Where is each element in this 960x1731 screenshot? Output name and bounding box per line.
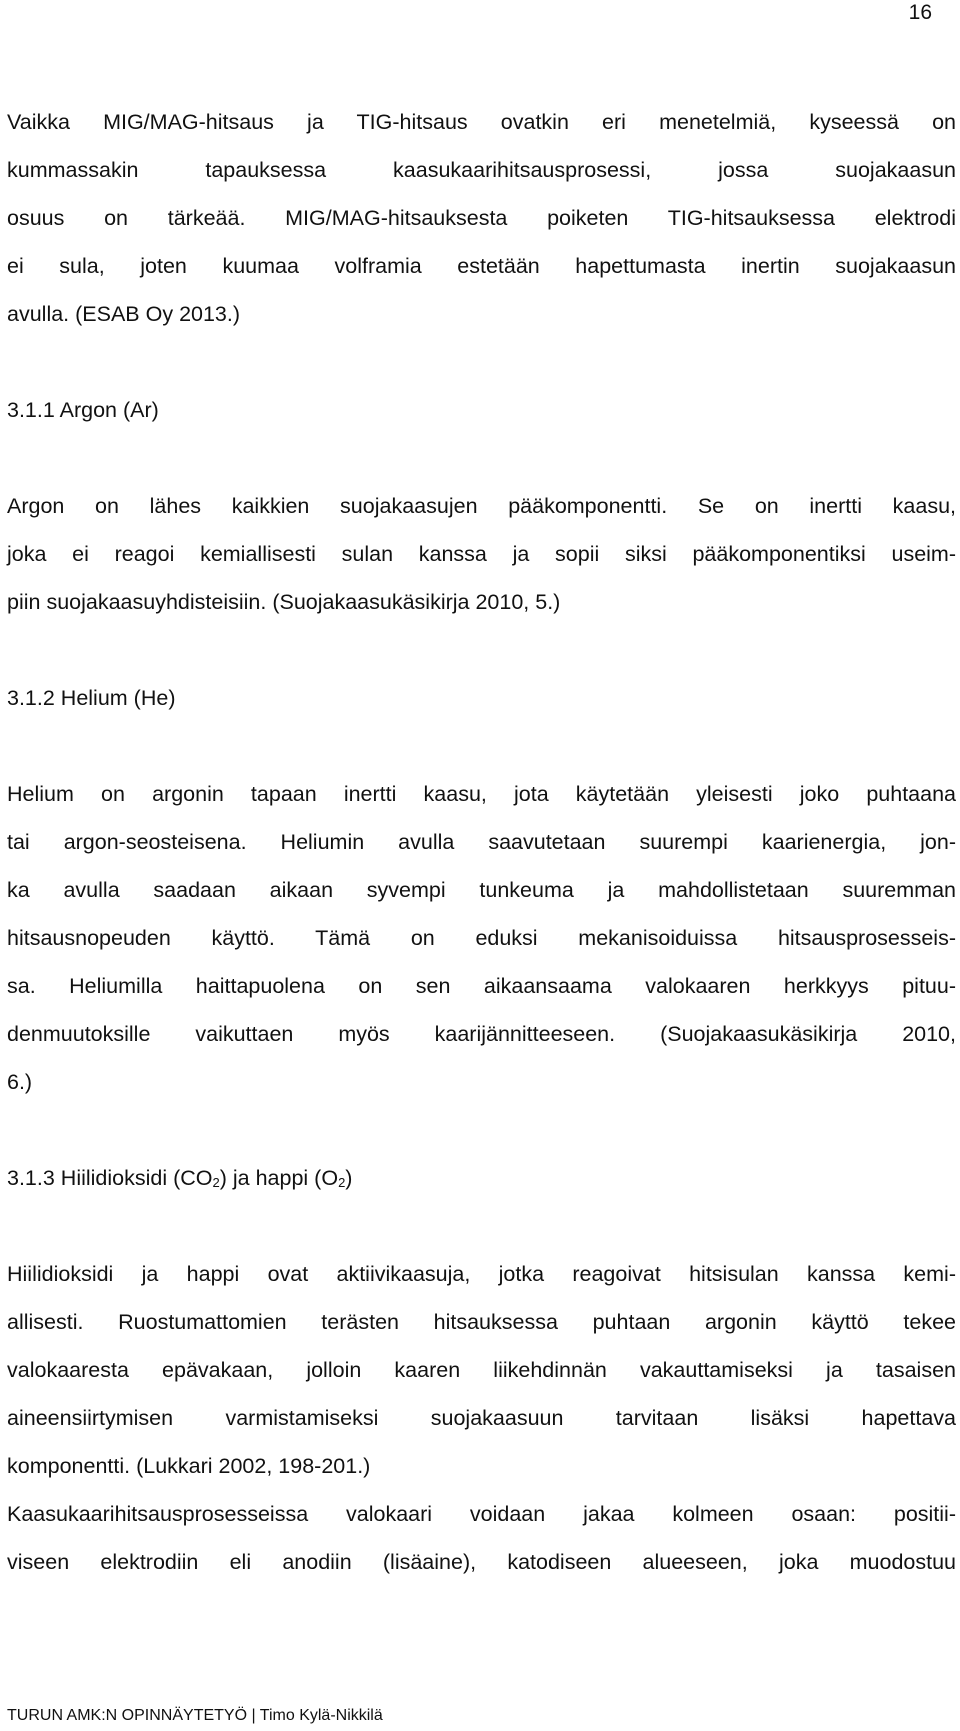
text-line: kummassakin tapauksessa kaasukaarihitsausprosessi, jossa suojakaasun [7,158,956,182]
heading-part: ) [345,1166,353,1190]
text-line: piin suojakaasuyhdisteisiin. (Suojakaasukäsikirja 2010, 5.) [7,590,561,614]
heading-part: ) ja happi (O [219,1166,339,1190]
text-line: allisesti. Ruostumattomien terästen hitsauksessa puhtaan argonin käyttö tekee [7,1310,956,1334]
page-body [7,98,956,1586]
section-heading-argon: 3.1.1 Argon (Ar) [7,398,159,422]
argon-paragraph [7,482,956,626]
page-number: 16 [908,1,932,24]
text-line: Kaasukaarihitsausprosesseissa valokaari voidaan jakaa kolmeen osaan: positii- [7,1502,956,1526]
text-line: joka ei reagoi kemiallisesti sulan kanssa ja sopii siksi pääkomponentiksi useim- [7,542,956,566]
subscript: 2 [338,1175,346,1190]
spacer [7,1106,956,1154]
text-line: osuus on tärkeää. MIG/MAG-hitsauksesta poiketen TIG-hitsauksessa elektrodi [7,206,956,230]
spacer [7,722,956,770]
text-line: ka avulla saadaan aikaan syvempi tunkeuma ja mahdollistetaan suuremman [7,878,956,902]
co2-paragraph [7,1250,956,1490]
text-line: avulla. (ESAB Oy 2013.) [7,302,241,326]
spacer [7,1202,956,1250]
spacer [7,338,956,386]
page-footer: TURUN AMK:N OPINNÄYTETYÖ | Timo Kylä-Nikkilä [7,1707,383,1724]
text-line: hitsausnopeuden käyttö. Tämä on eduksi mekanisoiduissa hitsausprosesseis- [7,926,956,950]
text-line: Hiilidioksidi ja happi ovat aktiivikaasuja, jotka reagoivat hitsisulan kanssa kemi- [7,1262,956,1286]
section-heading-co2 [7,1154,956,1202]
intro-paragraph [7,98,956,338]
text-line: 6.) [7,1070,33,1094]
text-line: Helium on argonin tapaan inertti kaasu, jota käytetään yleisesti joko puhtaana [7,782,956,806]
text-line: tai argon-seosteisena. Heliumin avulla saavutetaan suurempi kaarienergia, jon- [7,830,956,854]
arc-paragraph [7,1490,956,1586]
spacer [7,434,956,482]
heading-part: 3.1.3 Hiilidioksidi (CO [7,1166,213,1190]
text-line: Argon on lähes kaikkien suojakaasujen pääkomponentti. Se on inertti kaasu, [7,494,956,518]
subscript: 2 [212,1175,220,1190]
text-line: komponentti. (Lukkari 2002, 198-201.) [7,1454,371,1478]
helium-paragraph [7,770,956,1106]
text-line: valokaaresta epävakaan, jolloin kaaren liikehdinnän vakauttamiseksi ja tasaisen [7,1358,956,1382]
text-line: denmuutoksille vaikuttaen myös kaarijännitteeseen. (Suojakaasukäsikirja 2010, [7,1022,956,1046]
spacer [7,626,956,674]
text-line: Vaikka MIG/MAG-hitsaus ja TIG-hitsaus ovatkin eri menetelmiä, kyseessä on [7,110,956,134]
text-line: ei sula, joten kuumaa volframia estetään hapettumasta inertin suojakaasun [7,254,956,278]
section-heading-helium: 3.1.2 Helium (He) [7,686,176,710]
text-line: aineensiirtymisen varmistamiseksi suojakaasuun tarvitaan lisäksi hapettava [7,1406,956,1430]
text-line: viseen elektrodiin eli anodiin (lisäaine), katodiseen alueeseen, joka muodostuu [7,1550,956,1574]
text-line: sa. Heliumilla haittapuolena on sen aikaansaama valokaaren herkkyys pituu- [7,974,956,998]
